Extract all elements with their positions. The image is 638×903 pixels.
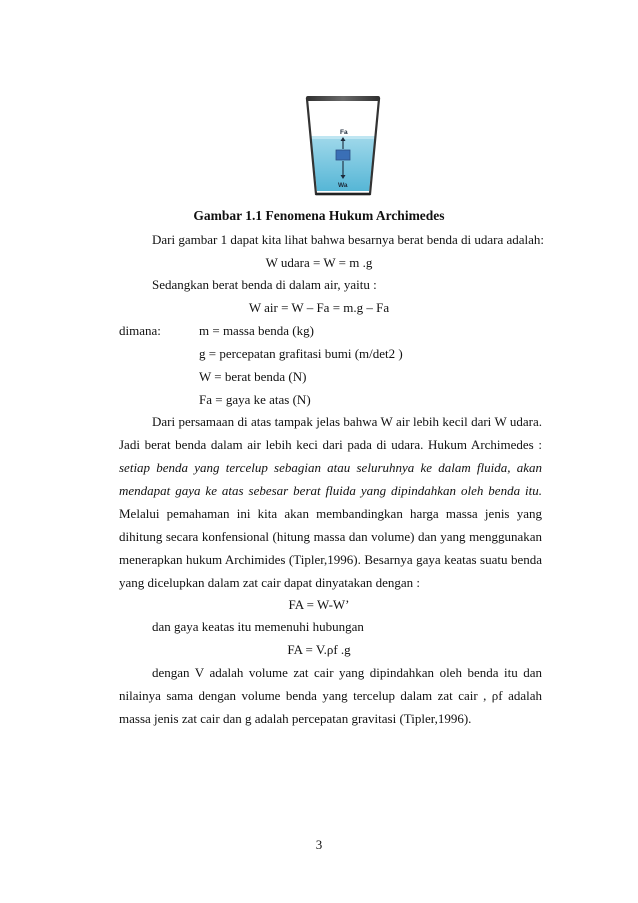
paragraph-line: yang dicelupkan dalam zat cair dapat dinyatakan dengan : bbox=[119, 575, 421, 590]
text-line: Sedangkan berat benda di dalam air, yaitu : bbox=[152, 277, 377, 292]
variable-definition: Fa = gaya ke atas (N) bbox=[199, 392, 311, 407]
variable-definition: g = percepatan grafitasi bumi (m/det2 ) bbox=[199, 346, 403, 361]
paragraph-line: menerapkan hukum Archimides (Tipler,1996). Besarnya gaya keatas suatu benda bbox=[119, 552, 542, 567]
submerged-block bbox=[336, 150, 350, 160]
paragraph-line-italic: mendapat gaya ke atas sebesar berat fluida yang dipindahkan oleh benda itu. bbox=[119, 483, 542, 498]
figure-caption: Gambar 1.1 Fenomena Hukum Archimedes bbox=[193, 208, 445, 223]
formula-w-udara: W udara = W = m .g bbox=[265, 255, 373, 270]
paragraph-line: Melalui pemahaman ini kita akan membandingkan harga massa jenis yang bbox=[119, 506, 542, 521]
text-line: dan gaya keatas itu memenuhi hubungan bbox=[152, 619, 364, 634]
paragraph-line: dihitung secara konfensional (hitung massa dan volume) dan yang menggunakan bbox=[119, 529, 542, 544]
paragraph-line: Dari persamaan di atas tampak jelas bahwa W air lebih kecil dari W udara. bbox=[152, 414, 542, 429]
formula-fa-relation: FA = V.ρf .g bbox=[287, 642, 351, 657]
paragraph-line: Jadi berat benda dalam air lebih keci dari pada di udara. Hukum Archimedes : bbox=[119, 437, 542, 452]
text-line: Dari gambar 1 dapat kita lihat bahwa besarnya berat benda di udara adalah: bbox=[152, 232, 544, 247]
archimedes-glass-figure bbox=[304, 93, 382, 197]
glass-rim bbox=[306, 96, 380, 101]
page-number: 3 bbox=[315, 837, 323, 852]
paragraph-line: nilainya sama dengan volume benda yang tercelup dalam zat cair , ρf adalah bbox=[119, 688, 542, 703]
dimana-label: dimana: bbox=[119, 323, 161, 338]
variable-definition: W = berat benda (N) bbox=[199, 369, 307, 384]
variable-definition: m = massa benda (kg) bbox=[199, 323, 314, 338]
formula-w-air: W air = W – Fa = m.g – Fa bbox=[248, 300, 390, 315]
paragraph-line: dengan V adalah volume zat cair yang dipindahkan oleh benda itu dan bbox=[152, 665, 542, 680]
w-label: Wa bbox=[338, 182, 348, 189]
formula-fa: FA = W-W’ bbox=[288, 597, 350, 612]
paragraph-line-italic: setiap benda yang tercelup sebagian atau seluruhnya ke dalam fluida, akan bbox=[119, 460, 542, 475]
paragraph-line: massa jenis zat cair dan g adalah percepatan gravitasi (Tipler,1996). bbox=[119, 711, 472, 726]
fa-label: Fa bbox=[340, 129, 348, 136]
